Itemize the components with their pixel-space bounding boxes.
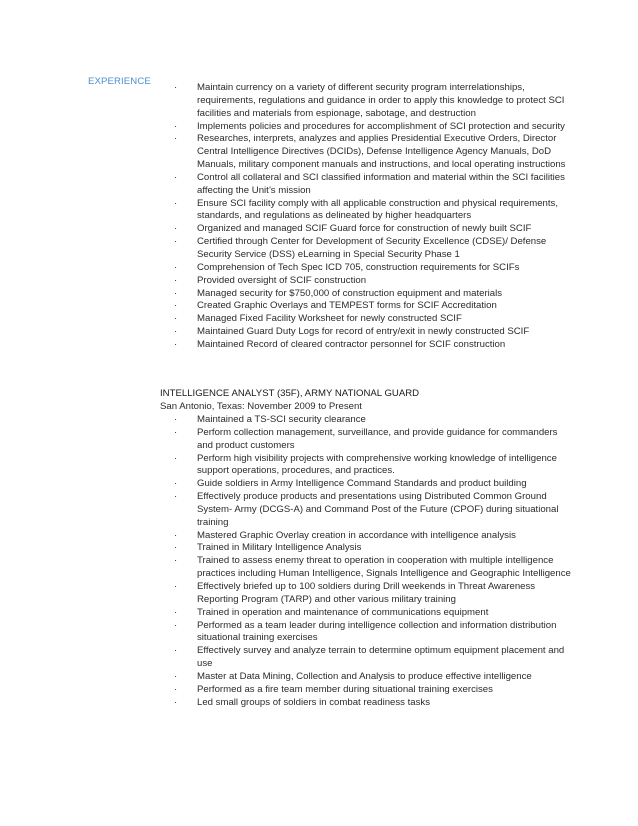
list-item bbox=[172, 671, 572, 684]
bullet-icon: · bbox=[174, 670, 178, 682]
list-item bbox=[172, 697, 572, 710]
bullet-icon: · bbox=[174, 606, 178, 618]
list-item-text: Maintained Guard Duty Logs for record of entry/exit in newly constructed SCIF bbox=[197, 326, 530, 338]
list-item-text: Effectively survey and analyze terrain to determine optimum equipment placement and use bbox=[197, 645, 565, 670]
list-item-text: Maintained a TS-SCI security clearance bbox=[197, 414, 366, 425]
list-item-text: Trained in operation and maintenance of communications equipment bbox=[197, 606, 489, 618]
list-item bbox=[172, 607, 572, 620]
list-item-text: Provided oversight of SCIF construction bbox=[197, 274, 367, 286]
list-item-text: Created Graphic Overlays and TEMPEST forms for SCIF Accreditation bbox=[197, 300, 497, 312]
list-item bbox=[172, 581, 572, 607]
bullet-icon: · bbox=[174, 414, 178, 425]
intelligence-analyst-bullet-list bbox=[172, 414, 572, 709]
list-item bbox=[172, 133, 572, 172]
bullet-icon: · bbox=[174, 580, 178, 592]
list-item bbox=[172, 262, 572, 275]
bullet-icon: · bbox=[174, 452, 178, 464]
list-item bbox=[172, 172, 572, 198]
list-item bbox=[172, 478, 572, 491]
list-item-text: Maintain currency on a variety of different security program interrelationships, requirements, regulations and guidance in order to apply this knowledge to protect SCI facilities and materials from espionage, sabotage, and destruction bbox=[197, 82, 565, 119]
list-item-text: Master at Data Mining, Collection and Analysis to produce effective intelligence bbox=[197, 670, 532, 682]
bullet-icon: · bbox=[174, 326, 178, 338]
list-item-text: Researches, interprets, analyzes and applies Presidential Executive Orders, Director Central Intelligence Directives (DCIDs), Defense Intelligence Agency Manuals, DoD Manuals, military component manuals and instructions, and local operating instructions bbox=[197, 133, 566, 171]
list-item-text: Managed security for $750,000 of construction equipment and materials bbox=[197, 287, 503, 299]
list-item-text: Led small groups of soldiers in combat readiness tasks bbox=[197, 696, 431, 708]
list-item-text: Comprehension of Tech Spec ICD 705, construction requirements for SCIFs bbox=[197, 261, 520, 273]
list-item-text: Ensure SCI facility comply with all applicable construction and physical requirements, standards, and regulations as delineated by higher headquarters bbox=[197, 197, 558, 222]
list-item-text: Control all collateral and SCI classified information and material within the SCI facilities affecting the Unit’s mission bbox=[197, 171, 565, 196]
list-item-text: Managed Fixed Facility Worksheet for newly constructed SCIF bbox=[197, 313, 462, 325]
bullet-icon: · bbox=[174, 619, 178, 631]
list-item-text: Effectively produce products and presentations using Distributed Common Ground System- Army (DCGS-A) and Command Post of the Future (CPOF) during situational training bbox=[197, 491, 559, 528]
bullet-icon: · bbox=[174, 529, 178, 541]
bullet-icon: · bbox=[174, 120, 178, 132]
bullet-icon: · bbox=[174, 696, 178, 708]
list-item bbox=[172, 645, 572, 671]
list-item bbox=[172, 684, 572, 697]
list-item bbox=[172, 236, 572, 262]
bullet-icon: · bbox=[174, 261, 178, 273]
list-item-text: Organized and managed SCIF Guard force for construction of newly built SCIF bbox=[197, 223, 532, 235]
list-item bbox=[172, 555, 572, 581]
job-location-dates: San Antonio, Texas: November 2009 to Present bbox=[160, 401, 362, 412]
list-item-text: Maintained Record of cleared contractor personnel for SCIF construction bbox=[197, 338, 506, 350]
list-item-text: Perform high visibility projects with comprehensive working knowledge of intelligence support operations, procedures, and practices. bbox=[197, 452, 557, 477]
list-item-text: Performed as a team leader during intelligence collection and information distribution situational training exercises bbox=[197, 619, 557, 644]
list-item bbox=[172, 300, 572, 313]
bullet-icon: · bbox=[174, 313, 178, 325]
job-title: INTELLIGENCE ANALYST (35F), ARMY NATIONAL GUARD bbox=[160, 388, 420, 399]
list-item bbox=[172, 453, 572, 479]
list-item-text: Effectively briefed up to 100 soldiers during Drill weekends in Threat Awareness Reporting Program (TARP) and other various military training bbox=[197, 580, 536, 605]
list-item bbox=[172, 288, 572, 301]
list-item-text: Perform collection management, surveillance, and provide guidance for commanders and product customers bbox=[197, 426, 558, 451]
experience-section-label: EXPERIENCE bbox=[88, 76, 151, 87]
list-item-text: Trained to assess enemy threat to operation in cooperation with multiple intelligence practices including Human Intelligence, Signals Intelligence and Geographic Intelligence bbox=[197, 555, 571, 580]
experience-bullet-list bbox=[172, 82, 572, 352]
list-item-text: Trained in Military Intelligence Analysis bbox=[197, 542, 362, 554]
list-item bbox=[172, 530, 572, 543]
list-item bbox=[172, 339, 572, 352]
list-item bbox=[172, 427, 572, 453]
list-item bbox=[172, 275, 572, 288]
list-item bbox=[172, 313, 572, 326]
list-item bbox=[172, 491, 572, 530]
bullet-icon: · bbox=[174, 133, 178, 145]
list-item bbox=[172, 82, 572, 121]
bullet-icon: · bbox=[174, 683, 178, 695]
list-item-text: Implements policies and procedures for accomplishment of SCI protection and security bbox=[197, 120, 565, 132]
bullet-icon: · bbox=[174, 555, 178, 567]
bullet-icon: · bbox=[174, 274, 178, 286]
list-item bbox=[172, 223, 572, 236]
list-item-text: Mastered Graphic Overlay creation in accordance with intelligence analysis bbox=[197, 529, 516, 541]
bullet-icon: · bbox=[174, 338, 178, 350]
bullet-icon: · bbox=[174, 287, 178, 299]
bullet-icon: · bbox=[174, 426, 178, 438]
list-item bbox=[172, 198, 572, 224]
list-item bbox=[172, 542, 572, 555]
list-item bbox=[172, 620, 572, 646]
bullet-icon: · bbox=[174, 82, 178, 93]
bullet-icon: · bbox=[174, 491, 178, 503]
list-item bbox=[172, 326, 572, 339]
list-item bbox=[172, 414, 572, 427]
bullet-icon: · bbox=[174, 478, 178, 490]
bullet-icon: · bbox=[174, 223, 178, 235]
bullet-icon: · bbox=[174, 542, 178, 554]
bullet-icon: · bbox=[174, 171, 178, 183]
bullet-icon: · bbox=[174, 300, 178, 312]
bullet-icon: · bbox=[174, 645, 178, 657]
list-item-text: Certified through Center for Development of Security Excellence (CDSE)/ Defense Security Service (DSS) eLearning in Special Security Phase 1 bbox=[197, 236, 547, 260]
list-item bbox=[172, 121, 572, 134]
bullet-icon: · bbox=[174, 197, 178, 209]
bullet-icon: · bbox=[174, 236, 178, 248]
list-item-text: Performed as a fire team member during situational training exercises bbox=[197, 683, 493, 695]
list-item-text: Guide soldiers in Army Intelligence Command Standards and product building bbox=[197, 478, 527, 490]
